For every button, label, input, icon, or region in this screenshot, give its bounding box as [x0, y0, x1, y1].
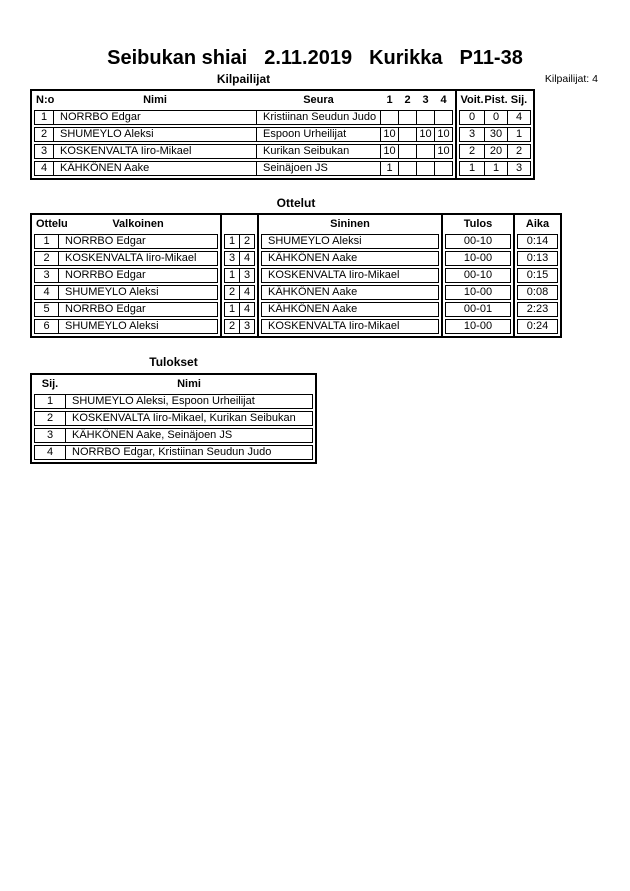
match-row	[34, 319, 218, 334]
wins-cell: 2	[459, 144, 485, 159]
match-row	[517, 285, 558, 300]
name-club-cell: KÄHKÖNEN Aake, Seinäjoen JS	[65, 428, 313, 443]
header-match: Ottelu	[36, 218, 68, 230]
match-numbers-row	[224, 251, 255, 266]
points-cell: 1	[484, 161, 508, 176]
header-wins: Voit.	[460, 94, 484, 106]
match-row	[445, 302, 511, 317]
competitors-count: Kilpailijat: 4	[544, 73, 598, 85]
score-cell: 10	[416, 127, 435, 142]
competitor-name-cell: SHUMEYLO Aleksi	[53, 127, 257, 142]
white-number-cell: 1	[224, 268, 240, 283]
header-name: Nimi	[143, 94, 167, 106]
place-cell: 1	[34, 394, 66, 409]
blue-number-cell: 3	[239, 319, 255, 334]
time-cell: 0:08	[517, 285, 558, 300]
competitor-row	[34, 161, 453, 176]
title-city: Kurikka	[369, 47, 443, 69]
matches-result-header-row	[445, 217, 511, 232]
header-place: Sij.	[510, 94, 528, 106]
club-cell: Espoon Urheilijat	[256, 127, 381, 142]
match-row	[261, 302, 439, 317]
score-cell	[416, 161, 435, 176]
summary-row	[459, 110, 531, 125]
competitor-number-cell: 3	[34, 144, 54, 159]
competitors-table	[30, 89, 630, 180]
club-cell: Kurikan Seibukan	[256, 144, 381, 159]
blue-name-cell: KOSKENVALTA Iiro-Mikael	[261, 268, 439, 283]
matches-numbers-header-row	[224, 217, 255, 232]
score-cell	[416, 144, 435, 159]
competitor-number-cell: 2	[34, 127, 54, 142]
place-cell: 2	[34, 411, 66, 426]
header-time: Aika	[525, 218, 550, 230]
competitors-table-main	[30, 89, 457, 180]
matches-table	[30, 213, 630, 338]
score-cell	[416, 110, 435, 125]
match-row	[261, 268, 439, 283]
title-class: P11-38	[459, 47, 523, 69]
white-number-cell: 3	[224, 251, 240, 266]
blue-name-cell: KÄHKÖNEN Aake	[261, 285, 439, 300]
white-name-cell: SHUMEYLO Aleksi	[58, 319, 218, 334]
competitor-row	[34, 127, 453, 142]
wins-cell: 1	[459, 161, 485, 176]
header-points: Pist.	[484, 94, 508, 106]
place-cell: 4	[34, 445, 66, 460]
score-cell	[398, 110, 417, 125]
match-row	[445, 319, 511, 334]
white-name-cell: NORRBO Edgar	[58, 268, 218, 283]
white-number-cell: 1	[224, 302, 240, 317]
score-cell: 10	[434, 144, 453, 159]
white-name-cell: SHUMEYLO Aleksi	[58, 285, 218, 300]
competitor-name-cell: KOSKENVALTA Iiro-Mikael	[53, 144, 257, 159]
club-cell: Kristiinan Seudun Judo	[256, 110, 381, 125]
points-cell: 30	[484, 127, 508, 142]
match-number-cell: 2	[34, 251, 59, 266]
blue-name-cell: KOSKENVALTA Iiro-Mikael	[261, 319, 439, 334]
match-number-cell: 5	[34, 302, 59, 317]
match-numbers-row	[224, 302, 255, 317]
white-name-cell: KOSKENVALTA Iiro-Mikael	[58, 251, 218, 266]
match-numbers-row	[224, 268, 255, 283]
competitors-header-row	[34, 93, 453, 108]
header-match-2: 2	[404, 94, 411, 106]
score-cell: 10	[380, 144, 399, 159]
header-result: Tulos	[463, 218, 493, 230]
match-row	[34, 285, 218, 300]
blue-number-cell: 3	[239, 268, 255, 283]
summary-row	[459, 144, 531, 159]
points-cell: 20	[484, 144, 508, 159]
results-header-row	[34, 377, 313, 392]
match-numbers-row	[224, 234, 255, 249]
match-row	[34, 251, 218, 266]
match-row	[34, 302, 218, 317]
competitor-name-cell: NORRBO Edgar	[53, 110, 257, 125]
result-cell: 10-00	[445, 251, 511, 266]
score-cell: 10	[380, 127, 399, 142]
header-club: Seura	[303, 94, 334, 106]
result-cell: 10-00	[445, 285, 511, 300]
header-white-number	[224, 217, 240, 232]
white-name-cell: NORRBO Edgar	[58, 234, 218, 249]
score-cell	[398, 144, 417, 159]
score-cell: 1	[380, 161, 399, 176]
white-number-cell: 2	[224, 285, 240, 300]
time-cell: 2:23	[517, 302, 558, 317]
blue-number-cell: 4	[239, 302, 255, 317]
header-place: Sij.	[41, 378, 59, 390]
result-row	[34, 394, 313, 409]
summary-row	[459, 161, 531, 176]
white-number-cell: 2	[224, 319, 240, 334]
match-row	[517, 319, 558, 334]
match-row	[34, 234, 218, 249]
place-cell: 1	[507, 127, 531, 142]
competitor-number-cell: 1	[34, 110, 54, 125]
match-number-cell: 6	[34, 319, 59, 334]
result-cell: 10-00	[445, 319, 511, 334]
match-row	[445, 285, 511, 300]
score-cell	[380, 110, 399, 125]
matches-result-section	[443, 213, 515, 338]
header-white: Valkoinen	[112, 218, 164, 230]
time-cell: 0:24	[517, 319, 558, 334]
points-cell: 0	[484, 110, 508, 125]
match-row	[445, 268, 511, 283]
name-club-cell: KOSKENVALTA Iiro-Mikael, Kurikan Seibukan	[65, 411, 313, 426]
name-club-cell: SHUMEYLO Aleksi, Espoon Urheilijat	[65, 394, 313, 409]
result-row	[34, 428, 313, 443]
title-event: Seibukan shiai	[107, 47, 248, 69]
match-numbers-row	[224, 285, 255, 300]
header-name: Nimi	[177, 378, 201, 390]
place-cell: 4	[507, 110, 531, 125]
match-row	[261, 285, 439, 300]
header-blue: Sininen	[330, 218, 370, 230]
score-cell: 10	[434, 127, 453, 142]
place-cell: 3	[507, 161, 531, 176]
competitor-number-cell: 4	[34, 161, 54, 176]
matches-numbers-section	[222, 213, 259, 338]
competitor-row	[34, 110, 453, 125]
matches-white-section	[30, 213, 222, 338]
matches-blue-header-row	[261, 217, 439, 232]
competitor-row	[34, 144, 453, 159]
match-row	[445, 234, 511, 249]
competitors-summary-header-row	[459, 93, 531, 108]
matches-time-section	[515, 213, 562, 338]
title-date: 2.11.2019	[264, 47, 353, 69]
white-number-cell: 1	[224, 234, 240, 249]
score-cell	[398, 161, 417, 176]
wins-cell: 3	[459, 127, 485, 142]
matches-time-header-row	[517, 217, 558, 232]
blue-number-cell: 4	[239, 285, 255, 300]
match-number-cell: 1	[34, 234, 59, 249]
place-cell: 2	[507, 144, 531, 159]
results-table-main	[30, 373, 317, 464]
score-cell	[434, 161, 453, 176]
competitor-name-cell: KÄHKÖNEN Aake	[53, 161, 257, 176]
time-cell: 0:14	[517, 234, 558, 249]
result-row	[34, 445, 313, 460]
header-no: N:o	[36, 94, 55, 106]
name-club-cell: NORRBO Edgar, Kristiinan Seudun Judo	[65, 445, 313, 460]
result-cell: 00-10	[445, 268, 511, 283]
club-cell: Seinäjoen JS	[256, 161, 381, 176]
match-row	[34, 268, 218, 283]
page-title	[0, 46, 630, 70]
score-cell	[398, 127, 417, 142]
summary-row	[459, 127, 531, 142]
blue-name-cell: KÄHKÖNEN Aake	[261, 302, 439, 317]
competitors-caption-row	[0, 71, 630, 87]
match-numbers-row	[224, 319, 255, 334]
result-cell: 00-10	[445, 234, 511, 249]
results-caption: Tulokset	[149, 355, 198, 369]
header-blue-number	[239, 217, 255, 232]
blue-number-cell: 4	[239, 251, 255, 266]
blue-name-cell: KÄHKÖNEN Aake	[261, 251, 439, 266]
match-row	[517, 234, 558, 249]
time-cell: 0:15	[517, 268, 558, 283]
wins-cell: 0	[459, 110, 485, 125]
match-row	[517, 268, 558, 283]
header-match-4: 4	[440, 94, 447, 106]
matches-header-row	[34, 217, 218, 232]
match-row	[445, 251, 511, 266]
blue-name-cell: SHUMEYLO Aleksi	[261, 234, 439, 249]
match-row	[261, 251, 439, 266]
matches-caption: Ottelut	[276, 196, 316, 210]
score-cell	[434, 110, 453, 125]
match-row	[261, 319, 439, 334]
result-cell: 00-01	[445, 302, 511, 317]
white-name-cell: NORRBO Edgar	[58, 302, 218, 317]
header-match-3: 3	[422, 94, 429, 106]
competitors-caption: Kilpailijat	[216, 72, 271, 86]
header-match-1: 1	[386, 94, 393, 106]
match-number-cell: 3	[34, 268, 59, 283]
results-table	[30, 373, 630, 464]
match-row	[517, 302, 558, 317]
result-row	[34, 411, 313, 426]
time-cell: 0:13	[517, 251, 558, 266]
matches-blue-section	[259, 213, 443, 338]
place-cell: 3	[34, 428, 66, 443]
blue-number-cell: 2	[239, 234, 255, 249]
match-number-cell: 4	[34, 285, 59, 300]
competitors-table-summary	[457, 89, 535, 180]
match-row	[517, 251, 558, 266]
match-row	[261, 234, 439, 249]
